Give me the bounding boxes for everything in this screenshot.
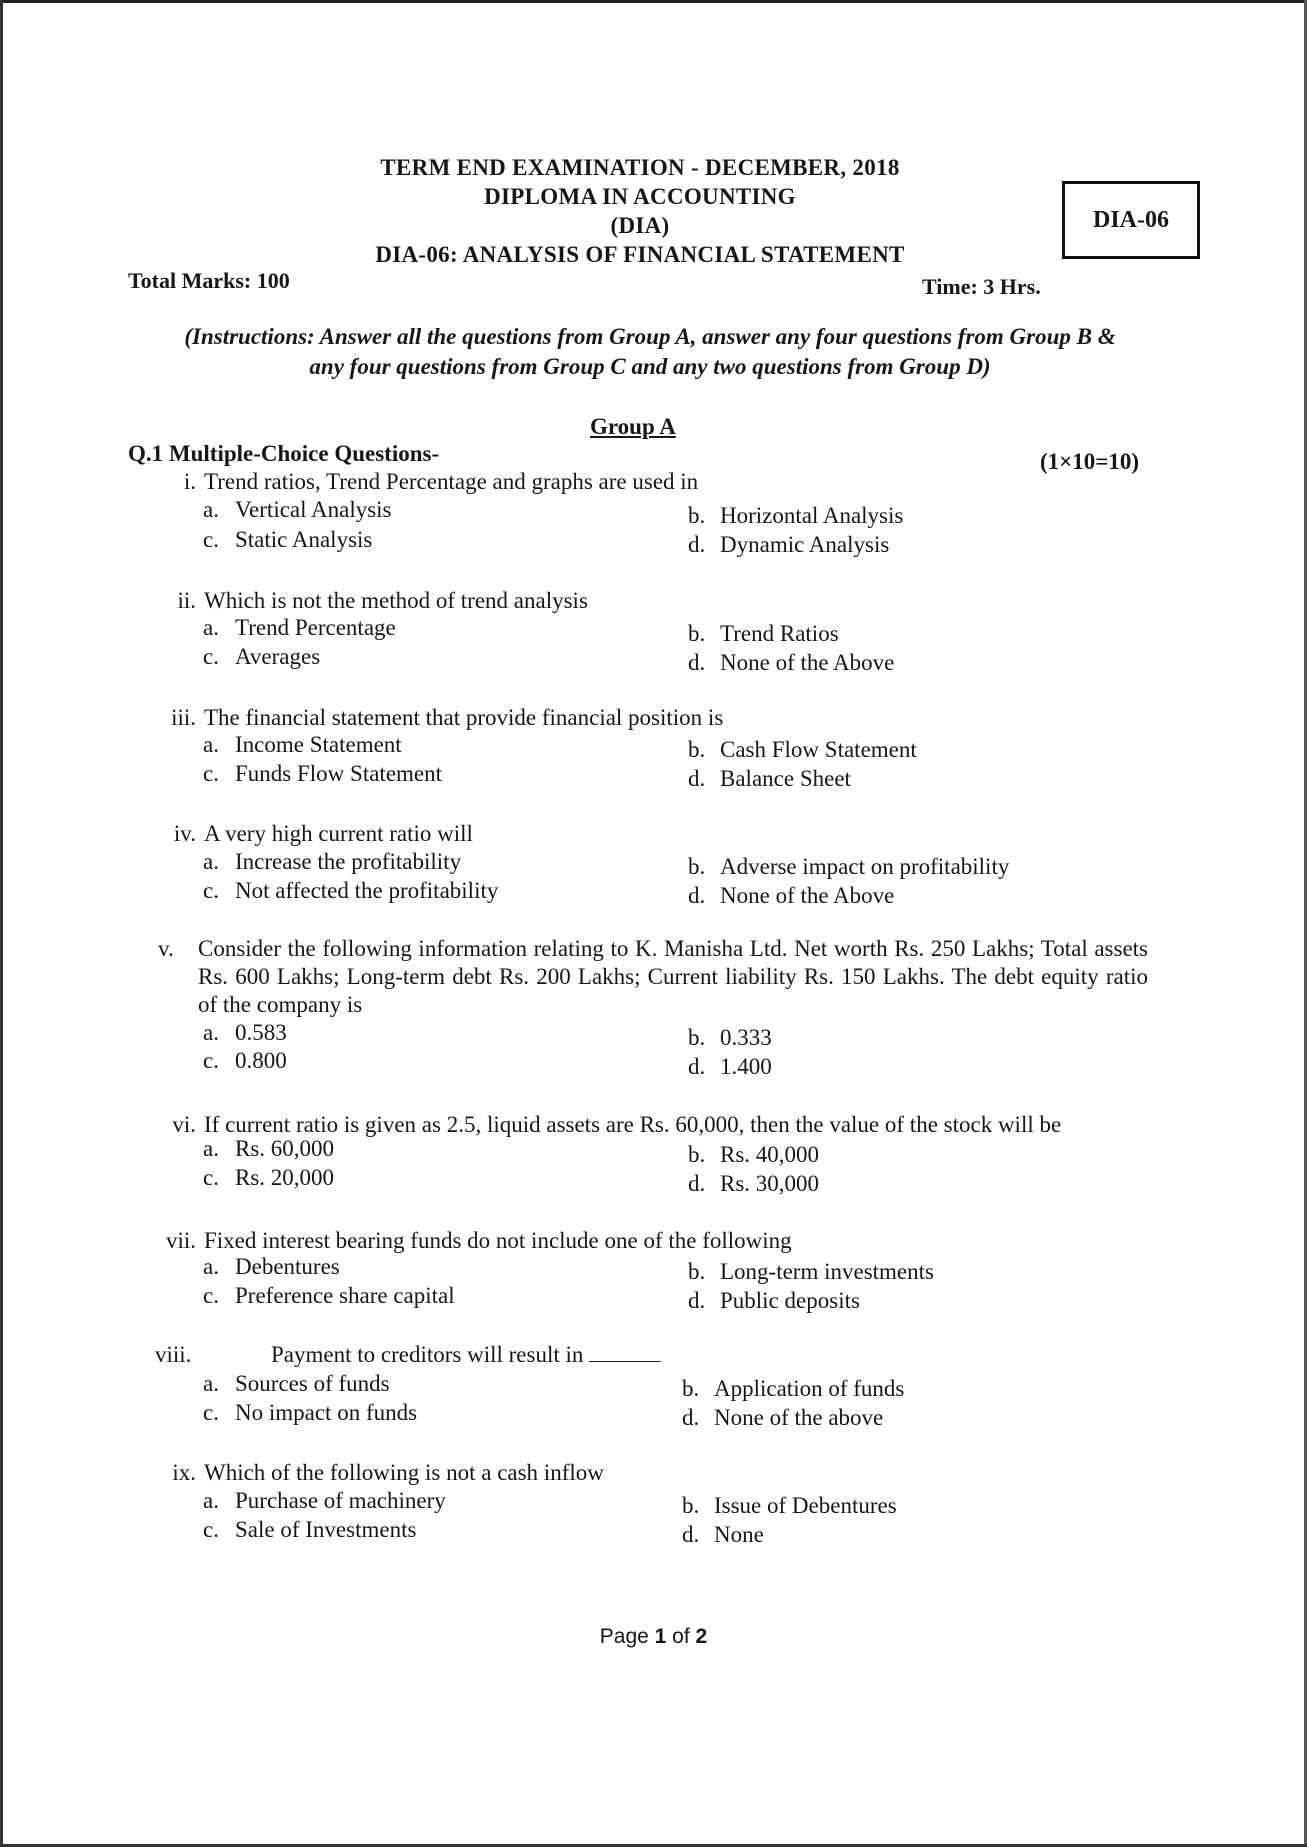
option-text: No impact on funds — [235, 1400, 418, 1425]
option-text: Dynamic Analysis — [720, 532, 890, 557]
option-text: None of the Above — [720, 883, 895, 908]
question-text: Which is not the method of trend analysis — [204, 588, 588, 613]
option-text: Balance Sheet — [720, 766, 851, 791]
option-text: Rs. 30,000 — [720, 1171, 820, 1196]
option-text: Debentures — [235, 1254, 340, 1279]
question-stem — [152, 705, 723, 731]
option-text: Funds Flow Statement — [235, 761, 443, 786]
option-text: Issue of Debentures — [714, 1493, 897, 1518]
option-d: d. Rs. 30,000 — [688, 1171, 820, 1196]
question-number: ii. — [177, 588, 196, 613]
option-text: Rs. 20,000 — [235, 1165, 335, 1190]
question-text: Payment to creditors will result in — [271, 1342, 584, 1367]
page-number — [0, 1625, 1307, 1649]
option-c: c. 0.800 — [203, 1048, 287, 1073]
option-text: Horizontal Analysis — [720, 503, 904, 528]
option-text: Rs. 60,000 — [235, 1136, 335, 1161]
question-stem — [158, 935, 1148, 1019]
option-b: b. Long-term investments — [688, 1259, 934, 1284]
option-b: b. Trend Ratios — [688, 621, 839, 646]
option-text: Not affected the profitability — [235, 878, 499, 903]
option-text: Sale of Investments — [235, 1517, 417, 1542]
question-stem — [152, 588, 588, 614]
question-number: v. — [158, 936, 174, 961]
option-a: a. Purchase of machinery — [203, 1488, 446, 1513]
option-d: d. Balance Sheet — [688, 766, 851, 791]
exam-title: TERM END EXAMINATION - DECEMBER, 2018 — [380, 155, 900, 180]
program-title: DIPLOMA IN ACCOUNTING — [484, 184, 796, 209]
option-text: Adverse impact on profitability — [720, 854, 1010, 879]
option-text: Cash Flow Statement — [720, 737, 917, 762]
option-a: a. Increase the profitability — [203, 849, 462, 874]
page-edge — [0, 0, 1307, 3]
option-b: b. Rs. 40,000 — [688, 1142, 820, 1167]
question-number: vi. — [172, 1112, 196, 1137]
page-current: 1 — [654, 1625, 667, 1648]
option-b: b. Adverse impact on profitability — [688, 854, 1010, 879]
option-d: d. Public deposits — [688, 1288, 860, 1313]
page-edge — [0, 0, 3, 1847]
option-text: None of the Above — [720, 650, 895, 675]
program-code: (DIA) — [610, 213, 670, 238]
option-a: a. Sources of funds — [203, 1371, 390, 1396]
option-text: Averages — [235, 644, 321, 669]
option-b: b. 0.333 — [688, 1025, 772, 1050]
option-a: a. Income Statement — [203, 732, 402, 757]
option-a: a. Trend Percentage — [203, 615, 396, 640]
instructions-line: any four questions from Group C and any two questions from Group D) — [309, 354, 991, 379]
question-heading: Q.1 Multiple-Choice Questions- — [128, 441, 440, 466]
option-text: Trend Ratios — [720, 621, 839, 646]
option-a: a. Rs. 60,000 — [203, 1136, 335, 1161]
option-c: c. Not affected the profitability — [203, 878, 499, 903]
option-text: 1.400 — [720, 1054, 772, 1079]
option-b: b. Cash Flow Statement — [688, 737, 917, 762]
option-text: Public deposits — [720, 1288, 860, 1313]
total-marks: Total Marks: 100 — [128, 268, 290, 293]
instructions-line: (Instructions: Answer all the questions from Group A, answer any four questions from Group B & — [184, 324, 1116, 349]
question-number: vii. — [165, 1228, 196, 1253]
option-d: d. None of the above — [682, 1405, 884, 1430]
paper-code-box: DIA-06 — [1062, 181, 1200, 259]
question-text: The financial statement that provide financial position is — [204, 705, 724, 730]
option-b: b. Horizontal Analysis — [688, 503, 904, 528]
option-d: d. 1.400 — [688, 1054, 772, 1079]
question-text: Fixed interest bearing funds do not include one of the following — [204, 1228, 792, 1253]
option-text: 0.800 — [235, 1048, 287, 1073]
option-b: b. Issue of Debentures — [682, 1493, 897, 1518]
page-of: of — [666, 1625, 696, 1648]
question-number: iii. — [171, 705, 196, 730]
option-c: c. No impact on funds — [203, 1400, 418, 1425]
question-marks: (1×10=10) — [1040, 449, 1140, 474]
option-text: Sources of funds — [235, 1371, 390, 1396]
option-c: c. Preference share capital — [203, 1283, 455, 1308]
option-text: Increase the profitability — [235, 849, 462, 874]
question-text: A very high current ratio will — [204, 821, 473, 846]
option-a: a. Vertical Analysis — [203, 497, 392, 522]
question-text: Consider the following information relating to K. Manisha Ltd. Net worth Rs. 250 Lakhs; Total assets Rs. 600 Lakhs; Long-term debt Rs. 200 Lakhs; Current liability Rs. 150 Lakhs. The debt equity ratio of the company is — [198, 936, 1148, 1017]
option-text: 0.333 — [720, 1025, 772, 1050]
question-text: If current ratio is given as 2.5, liquid assets are Rs. 60,000, then the value of the stock will be — [204, 1112, 1062, 1137]
option-d: d. None of the Above — [688, 650, 895, 675]
option-c: c. Static Analysis — [203, 527, 373, 552]
option-c: c. Sale of Investments — [203, 1517, 417, 1542]
option-text: Vertical Analysis — [235, 497, 392, 522]
group-title: Group A — [590, 414, 676, 439]
option-text: Rs. 40,000 — [720, 1142, 820, 1167]
option-text: Preference share capital — [235, 1283, 455, 1308]
question-stem — [152, 1228, 792, 1254]
option-c: c. Funds Flow Statement — [203, 761, 443, 786]
option-c: c. Averages — [203, 644, 321, 669]
option-d: d. None — [682, 1522, 764, 1547]
question-text: Which of the following is not a cash inflow — [204, 1460, 604, 1485]
option-text: Trend Percentage — [235, 615, 396, 640]
option-b: b. Application of funds — [682, 1376, 905, 1401]
question-stem — [152, 821, 473, 847]
question-number: i. — [183, 469, 196, 494]
question-stem — [152, 1112, 1061, 1138]
page-label: Page — [599, 1625, 655, 1648]
question-stem — [155, 1342, 661, 1368]
option-a: a. 0.583 — [203, 1020, 287, 1045]
page-total: 2 — [695, 1625, 708, 1648]
question-stem — [152, 469, 698, 495]
option-text: Application of funds — [714, 1376, 905, 1401]
question-stem — [152, 1460, 604, 1486]
option-text: None of the above — [714, 1405, 884, 1430]
paper-title: DIA-06: ANALYSIS OF FINANCIAL STATEMENT — [375, 242, 905, 267]
option-c: c. Rs. 20,000 — [203, 1165, 335, 1190]
option-text: Purchase of machinery — [235, 1488, 446, 1513]
answer-blank — [589, 1343, 661, 1362]
question-number: ix. — [172, 1460, 196, 1485]
question-number: viii. — [155, 1342, 192, 1367]
question-number: iv. — [173, 821, 196, 846]
option-text: Long-term investments — [720, 1259, 934, 1284]
option-d: d. None of the Above — [688, 883, 895, 908]
question-text: Trend ratios, Trend Percentage and graphs are used in — [204, 469, 699, 494]
option-text: 0.583 — [235, 1020, 287, 1045]
option-text: Income Statement — [235, 732, 402, 757]
option-text: None — [714, 1522, 764, 1547]
option-a: a. Debentures — [203, 1254, 340, 1279]
time-allowed: Time: 3 Hrs. — [922, 274, 1041, 299]
instructions — [120, 322, 1180, 382]
option-text: Static Analysis — [235, 527, 373, 552]
option-d: d. Dynamic Analysis — [688, 532, 890, 557]
